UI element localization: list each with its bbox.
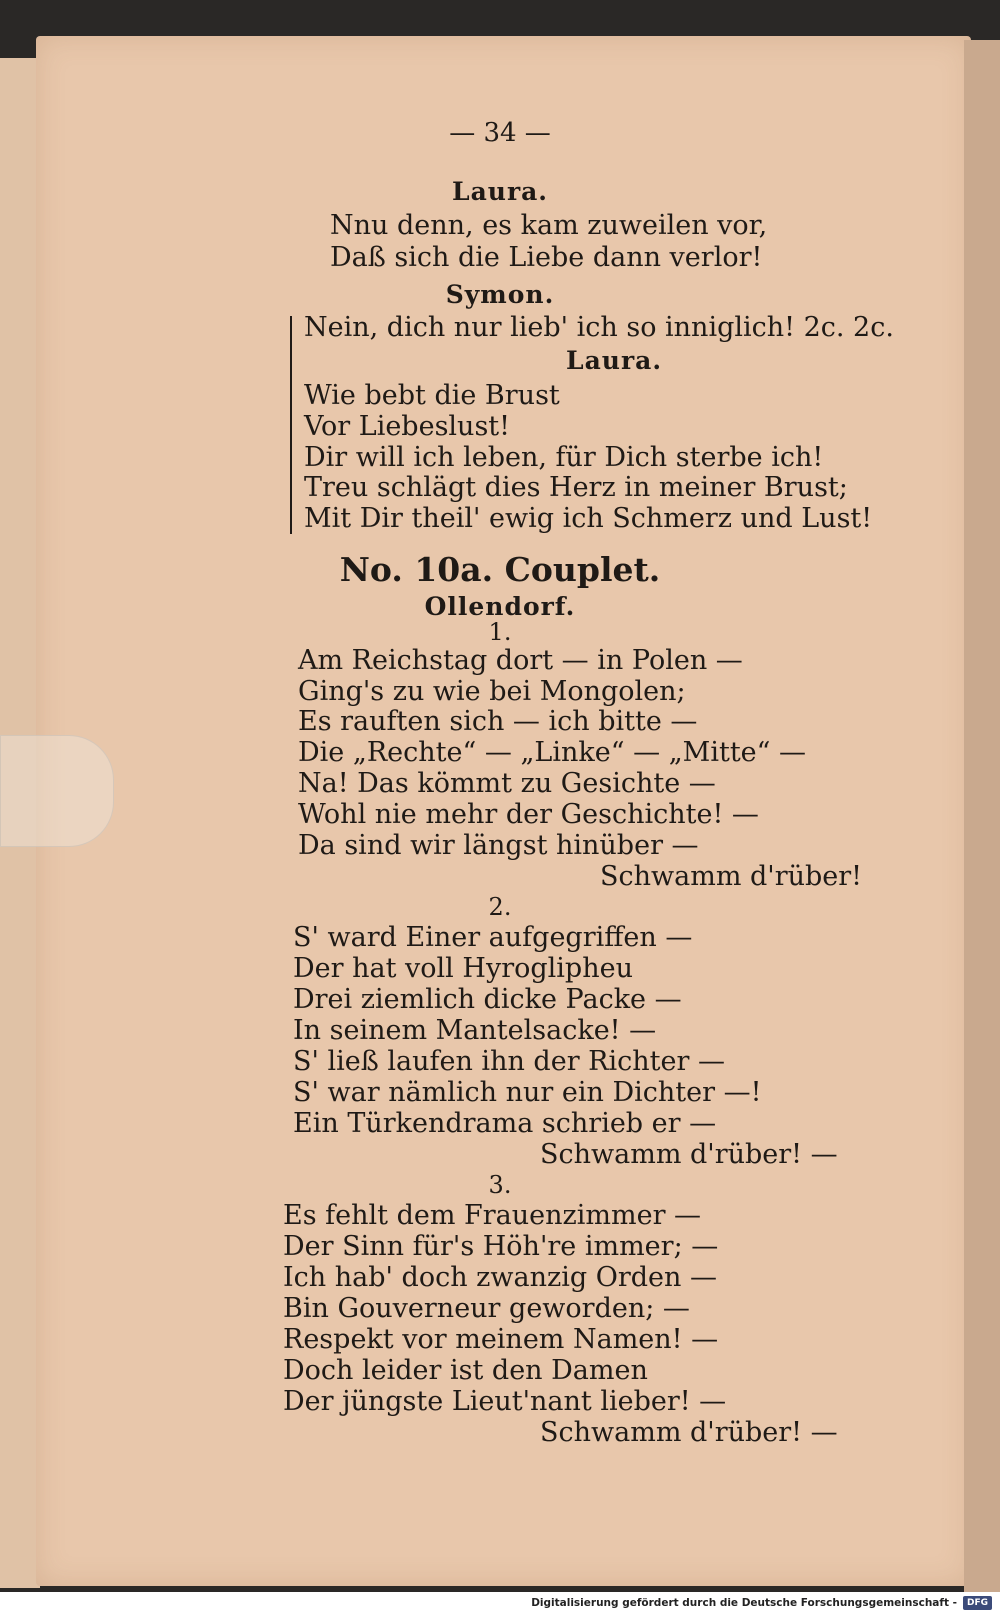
footer-text: Digitalisierung gefördert durch die Deutsche Forschungsgemeinschaft - (531, 1597, 957, 1609)
verse-line: Die „Rechte“ — „Linke“ — „Mitte“ — (298, 737, 807, 768)
duet-bracket (290, 316, 300, 534)
text-line: Daß sich die Liebe dann verlor! (330, 242, 763, 273)
speaker-laura-1: Laura. (451, 177, 549, 206)
verse-line: Respekt vor meinem Namen! — (283, 1324, 719, 1355)
text-line: Mit Dir theil' ewig ich Schmerz und Lust! (304, 503, 873, 534)
verse-number: 3. (488, 1171, 512, 1199)
verse-line: Ich hab' doch zwanzig Orden — (283, 1262, 717, 1293)
dfg-logo: DFG (963, 1596, 992, 1610)
verse-line: Doch leider ist den Damen (283, 1355, 648, 1386)
speaker-symon: Symon. (445, 280, 555, 309)
verse-line: S' ward Einer aufgegriffen — (293, 922, 693, 953)
verse-line: Es fehlt dem Frauenzimmer — (283, 1200, 702, 1231)
refrain-line: Schwamm d'rüber! (600, 861, 863, 892)
verse-line: Da sind wir längst hinüber — (298, 830, 699, 861)
speaker-ollendorf: Ollendorf. (424, 592, 576, 621)
verse-line: Bin Gouverneur geworden; — (283, 1293, 690, 1324)
digitization-footer (0, 1592, 1000, 1614)
verse-line: S' ließ laufen ihn der Richter — (293, 1046, 725, 1077)
verse-line: S' war nämlich nur ein Dichter —! (293, 1077, 762, 1108)
verse-line: Der Sinn für's Höh're immer; — (283, 1231, 719, 1262)
text-line: Nnu denn, es kam zuweilen vor, (330, 210, 768, 241)
page-number: — 34 — (449, 118, 551, 148)
verse-line: Wohl nie mehr der Geschichte! — (298, 799, 759, 830)
verse-line: Ein Türkendrama schrieb er — (293, 1108, 717, 1139)
text-line: Treu schlägt dies Herz in meiner Brust; (304, 472, 848, 503)
text-line: Dir will ich leben, für Dich sterbe ich! (304, 442, 824, 473)
verse-line: Ging's zu wie bei Mongolen; (298, 676, 686, 707)
text-line: Wie bebt die Brust (304, 380, 560, 411)
refrain-line: Schwamm d'rüber! — (540, 1417, 838, 1448)
verse-line: Drei ziemlich dicke Packe — (293, 984, 682, 1015)
text-line: Nein, dich nur lieb' ich so inniglich! 2c. 2c. (304, 312, 894, 343)
verse-line: Es rauften sich — ich bitte — (298, 706, 698, 737)
verse-line: Na! Das kömmt zu Gesichte — (298, 768, 716, 799)
verse-line: Der hat voll Hyroglipheu (293, 953, 633, 984)
text-line: Vor Liebeslust! (304, 411, 511, 442)
number-heading: No. 10a. Couplet. (339, 550, 661, 589)
verse-number: 1. (488, 618, 512, 646)
verse-line: Der jüngste Lieut'nant lieber! — (283, 1386, 727, 1417)
speaker-laura-2: Laura. (566, 346, 663, 375)
refrain-line: Schwamm d'rüber! — (540, 1139, 838, 1170)
verse-line: In seinem Mantelsacke! — (293, 1015, 657, 1046)
verse-line: Am Reichstag dort — in Polen — (298, 645, 743, 676)
verse-number: 2. (488, 893, 512, 921)
